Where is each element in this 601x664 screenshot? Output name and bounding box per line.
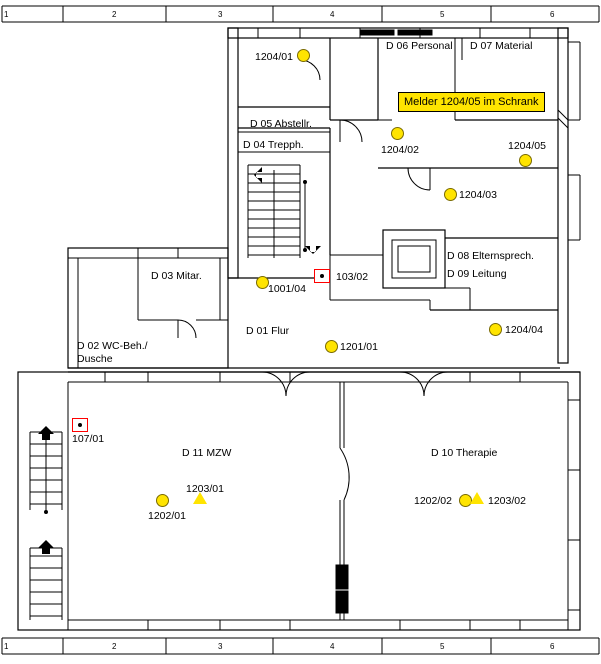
axis-bottom-6: 6 [550,642,555,651]
detector-marker-103-02[interactable] [314,269,330,283]
room-label-d04: D 04 Trepph. [243,139,304,151]
axis-bottom-1: 1 [4,642,9,651]
axis-top-1: 1 [4,10,9,19]
room-label-d02-line2: Dusche [77,353,113,365]
detector-label-1202-02: 1202/02 [414,495,452,507]
room-label-d01: D 01 Flur [246,325,290,337]
detector-marker-1203-02[interactable] [470,492,484,504]
detector-marker-1204-01[interactable] [297,49,310,62]
axis-top-4: 4 [330,10,335,19]
room-label-d06: D 06 Personal [386,40,453,52]
room-label-d11: D 11 MZW [182,447,232,459]
detector-label-1203-01: 1203/01 [186,483,224,495]
callout-melder-1204-05: Melder 1204/05 im Schrank [398,92,545,112]
detector-marker-1204-02[interactable] [391,127,404,140]
detector-marker-1202-01[interactable] [156,494,169,507]
detector-label-1204-01: 1204/01 [255,51,293,63]
detector-label-1204-05: 1204/05 [508,140,546,152]
room-label-d02-line1: D 02 WC-Beh./ [77,340,148,352]
detector-dot-icon [320,274,324,278]
room-label-d09: D 09 Leitung [447,268,507,280]
room-label-d05: D 05 Abstellr. [250,118,312,130]
axis-top-5: 5 [440,10,445,19]
room-label-d03: D 03 Mitar. [151,270,202,282]
detector-label-1203-02: 1203/02 [488,495,526,507]
detector-label-1204-02: 1204/02 [381,144,419,156]
detector-label-107-01: 107/01 [72,433,105,445]
detector-label-1204-04: 1204/04 [505,324,543,336]
axis-bottom-4: 4 [330,642,335,651]
detector-marker-1201-01[interactable] [325,340,338,353]
axis-bottom-2: 2 [112,642,117,651]
room-label-d08: D 08 Elternsprech. [447,250,534,262]
axis-top-6: 6 [550,10,555,19]
detector-label-1201-01: 1201/01 [340,341,378,353]
axis-bottom-3: 3 [218,642,223,651]
detector-label-1001-04: 1001/04 [268,283,306,295]
detector-label-103-02: 103/02 [336,271,369,283]
detector-marker-1204-04[interactable] [489,323,502,336]
detector-dot-icon [78,423,82,427]
detector-marker-1204-05[interactable] [519,154,532,167]
axis-top-2: 2 [112,10,117,19]
room-label-d07: D 07 Material [470,40,533,52]
axis-top-3: 3 [218,10,223,19]
axis-bottom-5: 5 [440,642,445,651]
detector-label-1202-01: 1202/01 [148,510,186,522]
detector-marker-107-01[interactable] [72,418,88,432]
detector-label-1204-03: 1204/03 [459,189,497,201]
room-label-d10: D 10 Therapie [431,447,498,459]
detector-marker-1204-03[interactable] [444,188,457,201]
